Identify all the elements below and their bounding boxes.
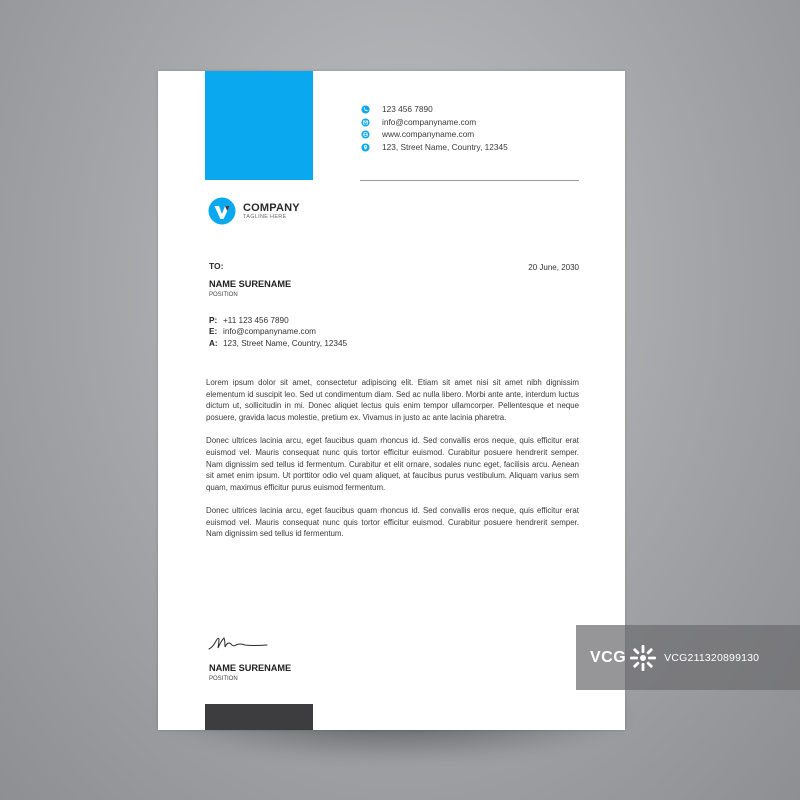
header-email-text: info@companyname.com (382, 116, 477, 127)
header-accent-block (205, 71, 313, 180)
letter-paragraph: Lorem ipsum dolor sit amet, consectetur adipiscing elit. Etiam sit amet nisi sit amet nibh dignissim elementum id suscipit leo. Sed ut condimentum diam. Sed ac nulla libero. Morbi ante ante, interdum luctus dictum ut, sollicitudin in mi. Donec aliquet lectus quis enim tempor ullamcorper. Pellentesque et neque posuere, gravida lacus molestie, pretium ex. Vivamus in justo ac ante lacinia pharetra. (206, 378, 579, 422)
email-icon (361, 118, 370, 127)
header-address-text: 123, Street Name, Country, 12345 (382, 142, 508, 153)
company-logo-icon (208, 197, 236, 225)
recipient-email-label: E: (209, 327, 218, 337)
letter-paragraph: Donec ultrices lacinia arcu, eget faucibus quam rhoncus id. Sed convallis eros neque, quis efficitur erat euismod vel. Mauris consequat nunc quis tortor efficitur euismod. Curabitur posuere hendrerit semper. Nam dignissim sed tellus id fermentum. Curabitur et elit ornare, sodales nunc eget, facilisis arcu. Aenean sit amet enim ipsum. Ut porttitor odio vel quam aliquet, at faucibus purus vestibulum. Aliquam varius sem quam, maximus efficitur purus euismod fermentum. (206, 436, 579, 492)
header-phone-text: 123 456 7890 (382, 104, 433, 114)
recipient-address-label: A: (209, 338, 218, 348)
location-icon (361, 143, 370, 152)
watermark-logo (590, 643, 658, 673)
signer-position: POSITION (209, 676, 238, 682)
header-divider (360, 180, 579, 181)
letterhead-page (158, 71, 625, 730)
footer-accent-block (205, 704, 313, 730)
letter-body (206, 377, 579, 552)
letter-date: 20 June, 2030 (528, 263, 579, 272)
recipient-address: 123, Street Name, Country, 12345 (223, 338, 348, 348)
recipient-address-row (209, 338, 347, 349)
watermark-burst-icon (628, 643, 658, 673)
recipient-phone-label: P: (209, 316, 218, 325)
to-label: TO: (209, 261, 224, 271)
phone-icon (361, 105, 370, 114)
recipient-name: NAME SURENAME (209, 279, 292, 289)
recipient-contact-block (209, 315, 347, 349)
watermark-id: VCG211320899130 (664, 651, 760, 664)
recipient-phone: +11 123 456 7890 (223, 316, 289, 325)
company-logo (208, 197, 300, 225)
recipient-position: POSITION (209, 292, 238, 298)
header-contact-web (361, 128, 508, 141)
recipient-email: info@companyname.com (223, 327, 316, 337)
recipient-phone-row (209, 315, 347, 326)
handwritten-signature (207, 629, 269, 653)
letter-paragraph: Donec ultrices lacinia arcu, eget faucibus quam rhoncus id. Sed convallis eros neque, quis efficitur erat euismod vel. Mauris consequat nunc quis tortor efficitur euismod. Curabitur posuere hendrerit semper. Nam dignissim sed tellus id fermentum. (206, 506, 579, 539)
company-logo-text (243, 202, 300, 221)
recipient-email-row (209, 326, 347, 337)
company-tagline: TAGLINE HERE (243, 213, 287, 220)
globe-icon (361, 130, 370, 139)
header-contact-email (361, 116, 508, 129)
header-contact-address (361, 141, 508, 154)
header-contact-list (361, 103, 508, 154)
stock-watermark (576, 625, 800, 690)
company-name: COMPANY (243, 201, 300, 214)
header-web-text: www.companyname.com (382, 129, 475, 140)
header-contact-phone (361, 103, 508, 116)
signer-name: NAME SURENAME (209, 663, 292, 673)
watermark-brand: VCG (590, 648, 627, 666)
